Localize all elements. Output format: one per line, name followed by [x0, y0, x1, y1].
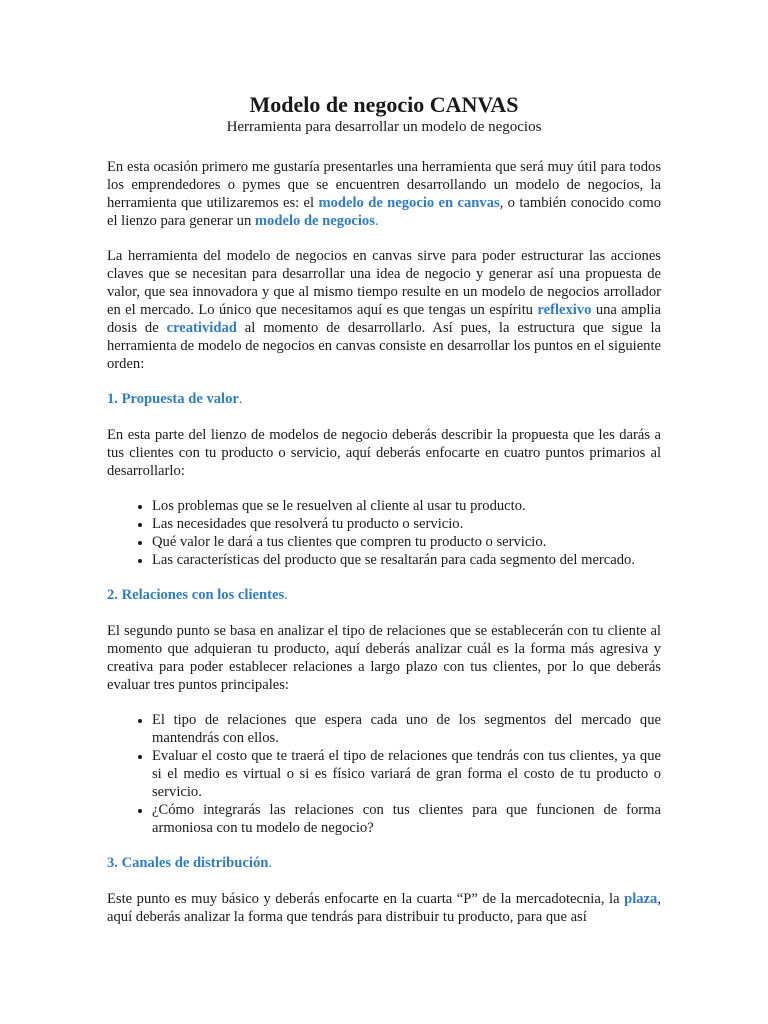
section2-heading-dot: . — [284, 587, 288, 603]
section2-paragraph: El segundo punto se basa en analizar el tipo de relaciones que se establecerán con tu cliente al momento que adquieran tu producto, aquí deberás analizar cuál es la forma más agresiva y creativa para poder establecer relaciones a largo plazo con tus clientes, por lo que deberás evaluar tres puntos principales: — [107, 623, 661, 693]
list-item: • ¿Cómo integrarás las relaciones con tus clientes para que funcionen de forma armoniosa con tu modelo de negocio? — [152, 801, 661, 837]
section2-heading-text: 2. Relaciones con los clientes — [107, 587, 285, 603]
section2-list — [107, 711, 661, 837]
section2-heading — [107, 586, 661, 604]
list-item: • Las características del producto que se resaltarán para cada segmento del mercado. — [152, 551, 661, 569]
intro-text-1: En esta ocasión primero me gustaría presentarles una herramienta que será muy útil para todos los emprendedores o pymes que se encuentren desarrollando un modelo de negocios, la herramienta que utilizaremos es: el — [107, 159, 661, 211]
document-subtitle: Herramienta para desarrollar un modelo de negocios — [226, 119, 542, 135]
para2-text-3: al momento de desarrollarlo. Así pues, la estructura que sigue la herramienta de modelo de negocios en canvas consiste en desarrollar los puntos en el siguiente orden: — [107, 320, 661, 372]
list-item: • El tipo de relaciones que espera cada uno de los segmentos del mercado que mantendrás con ellos. — [152, 711, 661, 747]
link-reflexivo[interactable]: reflexivo — [537, 302, 592, 318]
intro-text-2: , o también conocido como el lienzo para generar un — [107, 195, 661, 229]
list-item: • Los problemas que se le resuelven al cliente al usar tu producto. — [152, 497, 661, 515]
section3-text-1: Este punto es muy básico y deberás enfocarte en la cuarta “P” de la mercadotecnia, la — [107, 891, 625, 907]
document-title: Modelo de negocio CANVAS — [249, 92, 519, 117]
section3-paragraph — [107, 890, 661, 926]
list-item: • Qué valor le dará a tus clientes que compren tu producto o servicio. — [152, 533, 661, 551]
section3-heading-dot: . — [268, 855, 273, 871]
section3-text-2: , aquí deberás analizar la forma que tendrás para distribuir tu producto, para que así — [107, 891, 661, 925]
section1-heading-dot: . — [238, 391, 243, 407]
link-modelo-negocios[interactable]: modelo de negocios — [254, 213, 375, 229]
link-creatividad[interactable]: creatividad — [166, 320, 237, 336]
link-modelo-canvas[interactable]: modelo de negocio en canvas — [318, 195, 500, 211]
section1-heading — [107, 390, 661, 408]
list-item: • Las necesidades que resolverá tu producto o servicio. — [152, 515, 661, 533]
section1-paragraph: En esta parte del lienzo de modelos de negocio deberás describir la propuesta que les darás a tus clientes con tu producto o servicio, aquí deberás enfocarte en cuatro puntos primarios al desarrollarlo: — [107, 427, 661, 479]
section1-heading-text: 1. Propuesta de valor — [107, 391, 239, 407]
section3-heading-text: 3. Canales de distribución — [107, 855, 269, 871]
section3-heading — [107, 854, 661, 872]
section1-list — [107, 497, 661, 569]
intro-text-3: . — [374, 213, 379, 229]
para2-text-2: una amplia dosis de — [107, 302, 661, 336]
list-item: • Evaluar el costo que te traerá el tipo de relaciones que tendrás con tus clientes, ya que si el medio es virtual o si es físico variará de gran forma el costo de tu producto o servicio. — [152, 747, 661, 801]
link-plaza[interactable]: plaza — [624, 891, 658, 907]
para2-text-1: La herramienta del modelo de negocios en canvas sirve para poder estructurar las acciones claves que se necesitan para desarrollar una idea de negocio y generar así una propuesta de valor, que sea innovadora y que al mismo tiempo resulte en un modelo de negocios arrollador en el mercado. Lo único que necesitamos aquí es que tengas un espíritu — [107, 248, 661, 318]
intro-paragraph — [107, 158, 661, 230]
description-paragraph — [107, 247, 661, 373]
